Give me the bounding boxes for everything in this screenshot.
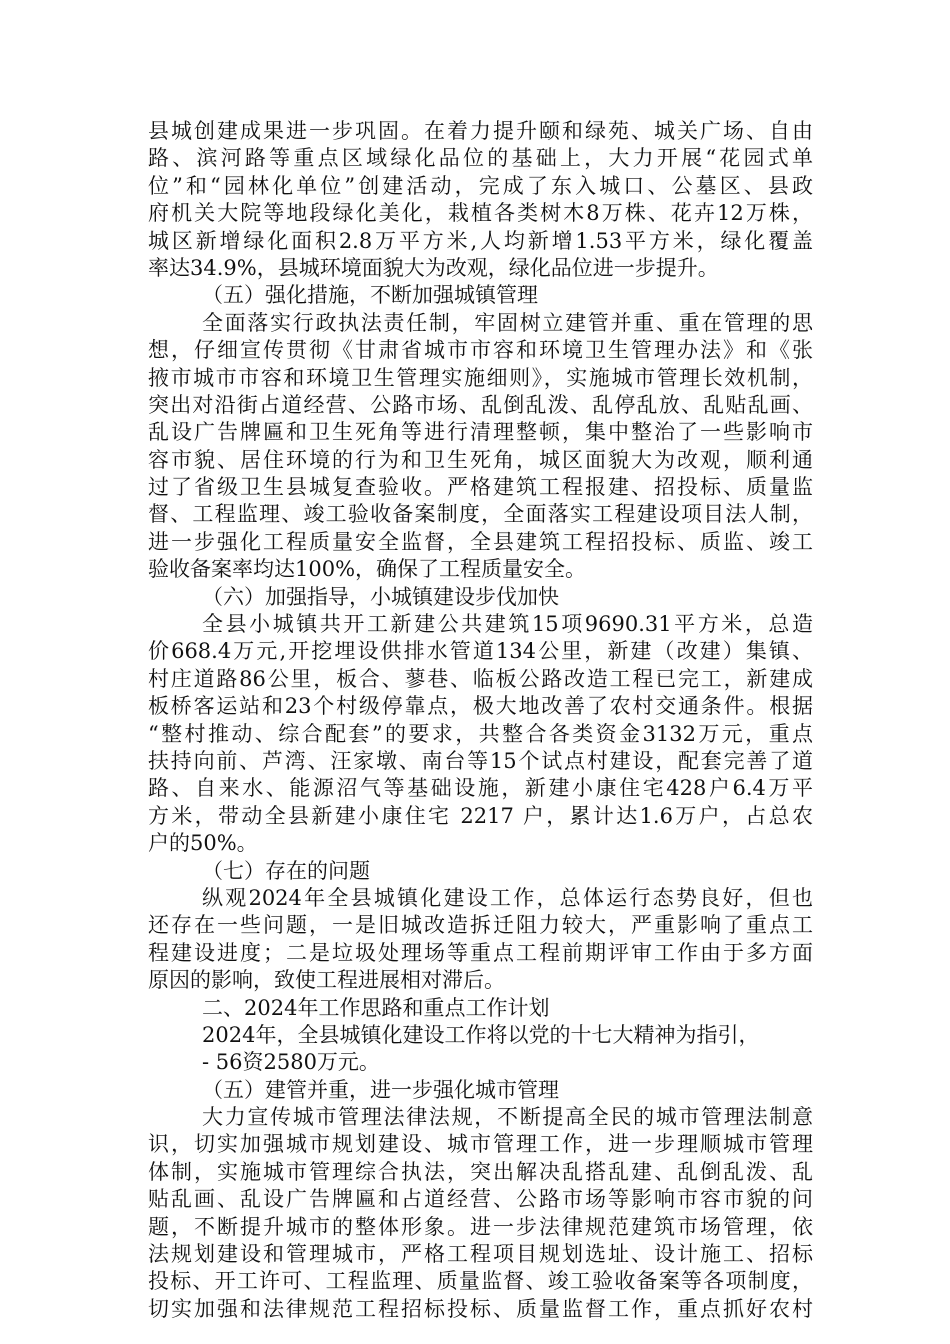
text-line: 纵观2024年全县城镇化建设工作，总体运行态势良好，但也 [202, 885, 813, 910]
text-line: 2024年，全县城镇化建设工作将以党的十七大精神为指引， [202, 1022, 760, 1047]
text-line: 想，仔细宣传贯彻《甘肃省城市市容和环境卫生管理办法》和《张 [148, 338, 813, 363]
text-line: 路、自来水、能源沼气等基础设施，新建小康住宅428户6.4万平 [148, 776, 813, 801]
text-line: 容市貌、居住环境的行为和卫生死角，城区面貌大为改观，顺利通 [148, 447, 813, 472]
text-line: 全县小城镇共开工新建公共建筑15项9690.31平方米，总造 [202, 612, 813, 637]
text-line: 方米，带动全县新建小康住宅 2217 户，累计达1.6万户，占总农 [148, 803, 813, 828]
text-line: 投标、开工许可、工程监理、质量监督、竣工验收备案等各项制度， [148, 1269, 813, 1294]
text-line: 题，不断提升城市的整体形象。进一步法律规范建筑市场管理，依 [148, 1214, 813, 1239]
text-line: 大力宣传城市管理法律法规，不断提高全民的城市管理法制意 [202, 1105, 813, 1130]
text-line: 城区新增绿化面积2.8万平方米,人均新增1.53平方米，绿化覆盖 [148, 228, 813, 253]
text-line: 户的50%。 [148, 831, 258, 856]
text-line: 县城创建成果进一步巩固。在着力提升颐和绿苑、城关广场、自由 [148, 119, 813, 143]
text-line: （七）存在的问题 [202, 858, 370, 883]
text-line: 路、滨河路等重点区域绿化品位的基础上，大力开展“花园式单 [148, 146, 813, 171]
text-line: - 56资2580万元。 [202, 1050, 380, 1075]
text-line: 识，切实加强城市规划建设、城市管理工作，进一步理顺城市管理 [148, 1132, 813, 1157]
text-line: “整村推动、综合配套”的要求，共整合各类资金3132万元，重点 [148, 721, 813, 746]
text-line: 扶持向前、芦湾、汪家墩、南台等15个试点村建设，配套完善了道 [148, 748, 813, 773]
text-line: 府机关大院等地段绿化美化，栽植各类树木8万株、花卉12万株， [148, 201, 813, 226]
text-line: （五）建管并重，进一步强化城市管理 [202, 1077, 559, 1102]
text-line: 原因的影响，致使工程进展相对滞后。 [148, 968, 505, 993]
text-line: 村庄道路86公里，板合、蓼巷、临板公路改造工程已完工，新建成 [148, 666, 813, 691]
text-line: （五）强化措施，不断加强城镇管理 [202, 283, 538, 308]
text-line: 进一步强化工程质量安全监督，全县建筑工程招投标、质监、竣工 [148, 529, 813, 554]
text-line: 掖市城市市容和环境卫生管理实施细则》，实施城市管理长效机制， [148, 365, 813, 390]
text-line: 率达34.9%，县城环境面貌大为改观，绿化品位进一步提升。 [148, 255, 719, 280]
text-line: 督、工程监理、竣工验收备案制度，全面落实工程建设项目法人制， [148, 502, 813, 527]
text-line: 验收备案率均达100%，确保了工程质量安全。 [148, 557, 587, 582]
text-line: 过了省级卫生县城复查验收。严格建筑工程报建、招投标、质量监 [148, 475, 813, 500]
text-line: 体制，实施城市管理综合执法，突出解决乱搭乱建、乱倒乱泼、乱 [148, 1159, 813, 1184]
document-body [148, 118, 813, 1323]
text-line: 切实加强和法律规范工程招标投标、质量监督工作，重点抓好农村 [148, 1296, 813, 1321]
text-line: 法规划建设和管理城市，严格工程项目规划选址、设计施工、招标 [148, 1242, 813, 1267]
text-line: （六）加强指导，小城镇建设步伐加快 [202, 584, 559, 609]
text-line: 乱设广告牌匾和卫生死角等进行清理整顿，集中整治了一些影响市 [148, 420, 813, 445]
text-line: 位”和“园林化单位”创建活动，完成了东入城口、公墓区、县政 [148, 173, 813, 198]
text-line: 贴乱画、乱设广告牌匾和占道经营、公路市场等影响市容市貌的问 [148, 1187, 813, 1212]
text-line: 二、2024年工作思路和重点工作计划 [202, 995, 550, 1020]
text-line: 价668.4万元,开挖埋设供排水管道134公里，新建（改建）集镇、 [148, 639, 813, 664]
text-line: 还存在一些问题，一是旧城改造拆迁阻力较大，严重影响了重点工 [148, 913, 813, 938]
text-line: 板桥客运站和23个村级停靠点，极大地改善了农村交通条件。根据 [148, 694, 813, 719]
text-line: 全面落实行政执法责任制，牢固树立建管并重、重在管理的思 [202, 310, 813, 335]
text-line: 程建设进度；二是垃圾处理场等重点工程前期评审工作由于多方面 [148, 940, 813, 965]
text-line: 突出对沿街占道经营、公路市场、乱倒乱泼、乱停乱放、乱贴乱画、 [148, 392, 813, 417]
